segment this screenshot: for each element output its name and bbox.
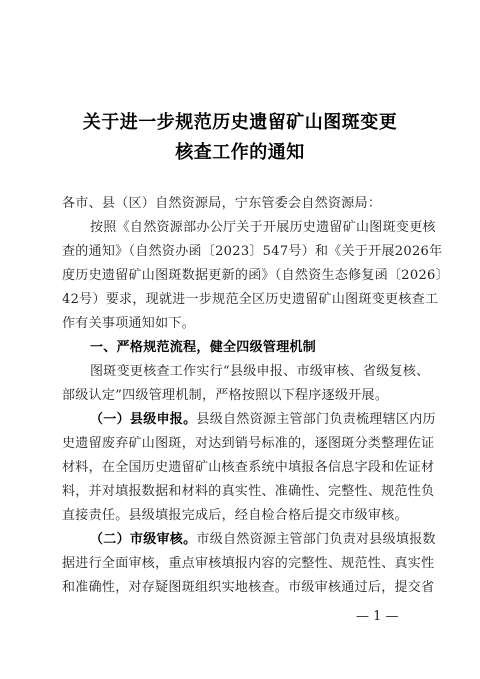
- item-1-text: 县级自然资源主管部门负责梳理辖区内历: [196, 412, 436, 427]
- title-line-1: 关于进一步规范历史遗留矿山图斑变更: [82, 112, 398, 133]
- item-1-line: 材料，在全国历史遗留矿山核查系统中填报各信息字段和佐证材: [62, 460, 435, 475]
- item-2-line: 据进行全面审核，重点审核填报内容的完整性、规范性、真实性: [62, 556, 435, 571]
- item-1-first-line: [90, 408, 436, 427]
- intro-line: 按照《自然资源部办公厅关于开展历史遗留矿山图斑变更核: [90, 220, 436, 235]
- intro-line: 作有关事项通知如下。: [62, 316, 196, 331]
- item-2-label: （二）市级审核。: [90, 532, 197, 547]
- intro-line: 度历史遗留矿山图斑数据更新的函》（自然资生态修复函〔2026〕: [62, 268, 449, 283]
- item-2-line: 和准确性，对存疑图斑组织实地核查。市级审核通过后，提交省: [62, 580, 435, 595]
- intro-line: 42号）要求，现就进一步规范全区历史遗留矿山图斑变更核查工: [62, 292, 439, 307]
- item-1-line: 史遗留废弃矿山图斑，对达到销号标准的，逐图斑分类整理佐证: [62, 436, 435, 451]
- item-2-text: 市级自然资源主管部门负责对县级填报数: [196, 532, 436, 547]
- section-intro-line: 部级认定”四级管理机制，严格按照以下程序逐级开展。: [62, 388, 389, 403]
- item-1-line: 料，并对填报数据和材料的真实性、准确性、完整性、规范性负: [62, 484, 435, 499]
- page-number: — 1 —: [356, 609, 399, 624]
- item-1-line: 直接责任。县级填报完成后，经自检合格后提交市级审核。: [62, 508, 408, 523]
- item-2-first-line: [90, 528, 436, 547]
- section-heading: 一、严格规范流程，健全四级管理机制: [90, 340, 317, 355]
- title-line-2: 核查工作的通知: [175, 142, 305, 163]
- addressee: 各市、县（区）自然资源局，宁东管委会自然资源局：: [62, 196, 382, 211]
- section-intro-line: 图斑变更核查工作实行“县级申报、市级审核、省级复核、: [90, 364, 430, 379]
- item-1-label: （一）县级申报。: [90, 412, 197, 427]
- intro-line: 查的通知》（自然资办函〔2023〕547号）和《关于开展2026年: [62, 244, 443, 259]
